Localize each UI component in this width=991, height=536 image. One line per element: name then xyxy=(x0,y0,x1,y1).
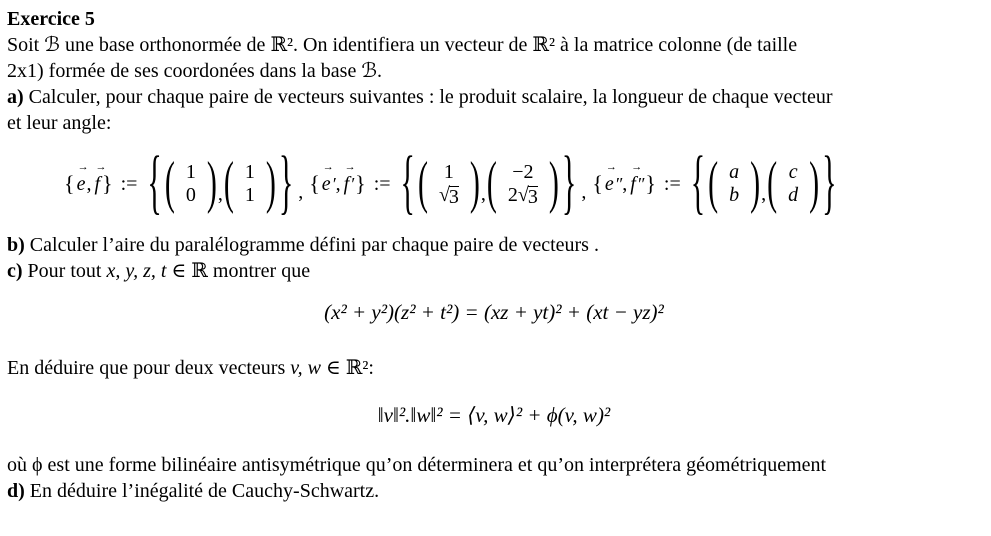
comma: , xyxy=(335,172,341,195)
right-paren: ) xyxy=(206,150,217,216)
vector-entry: 1 xyxy=(185,161,196,183)
part-b-label: b) xyxy=(7,234,25,256)
comma: , xyxy=(622,172,628,195)
part-c-membership: ∈ ℝ xyxy=(171,260,208,282)
left-paren: ( xyxy=(223,150,234,216)
sqrt-coefficient: 2 xyxy=(507,184,518,206)
norm-equation: ‖v‖².‖w‖² = ⟨v, w⟩² + ϕ(v, w)² xyxy=(377,403,611,427)
vector-entry: 1 xyxy=(244,184,255,206)
vector-entry: 1 xyxy=(244,161,255,183)
comma: , xyxy=(761,182,767,205)
left-brace: { xyxy=(64,171,75,196)
vector-prime: ′ xyxy=(331,173,336,194)
vector-pair-2 xyxy=(308,143,579,223)
comma: , xyxy=(581,180,587,203)
part-c-variables: x, y, z, t xyxy=(106,260,167,282)
vector-prime: ′ xyxy=(350,173,355,194)
vector-entry: 1 xyxy=(443,161,454,183)
part-c-line xyxy=(7,258,981,284)
vector-e-dblprime xyxy=(604,160,623,196)
left-paren: ( xyxy=(164,150,175,216)
left-set-brace: { xyxy=(400,143,415,223)
vector-name: e xyxy=(321,172,331,195)
vector-name: e xyxy=(604,172,614,195)
comma: , xyxy=(217,182,223,205)
vector-pairs-display xyxy=(63,142,981,226)
vector-f xyxy=(93,160,106,196)
part-c-label: c) xyxy=(7,260,23,282)
sqrt-icon: √ xyxy=(438,184,450,206)
vector-entry: 0 xyxy=(185,184,196,206)
column-vector xyxy=(486,150,559,216)
left-paren: ( xyxy=(417,150,428,216)
deduce-variables: v, w xyxy=(290,357,321,379)
part-d-text: En déduire l’inégalité de Cauchy-Schwartz. xyxy=(29,480,380,502)
exercise-title: Exercice 5 xyxy=(7,8,95,30)
vector-entry-sqrt xyxy=(439,184,459,207)
left-paren: ( xyxy=(486,150,497,216)
vector-f-prime xyxy=(343,160,355,196)
right-paren: ) xyxy=(750,150,761,216)
left-set-brace: { xyxy=(147,143,162,223)
comma: , xyxy=(86,172,92,195)
part-d-line xyxy=(7,478,981,504)
right-paren: ) xyxy=(265,150,276,216)
vector-arrow: → xyxy=(322,160,333,173)
deduce-line xyxy=(7,355,981,381)
intro-line-1: Soit ℬ une base orthonormée de ℝ². On identifiera un vecteur de ℝ² à la matrice colonne (de taille xyxy=(7,34,798,56)
vector-pair-3 xyxy=(591,143,839,223)
vector-arrow: → xyxy=(344,160,355,173)
deduce-text: En déduire que pour deux vecteurs xyxy=(7,357,286,379)
vector-arrow: → xyxy=(605,160,616,173)
sqrt-icon: √ xyxy=(517,184,529,206)
deduce-colon: : xyxy=(368,357,374,379)
vector-entry: −2 xyxy=(512,161,534,183)
vector-entry: a xyxy=(729,161,740,183)
right-paren: ) xyxy=(809,150,820,216)
assign-symbol: := xyxy=(663,172,681,195)
vector-entry-sqrt xyxy=(508,184,538,207)
vector-f-dblprime xyxy=(629,160,645,196)
vector-entry: d xyxy=(788,184,799,206)
identity-equation: (x² + y²)(z² + t²) = (xz + yt)² + (xt − yz)² xyxy=(324,300,664,324)
intro-line-2: 2x1) formée de ses coordonées dans la base ℬ. xyxy=(7,60,383,82)
assign-symbol: := xyxy=(373,172,391,195)
vector-prime: ″ xyxy=(614,173,623,194)
part-c-text-1: Pour tout xyxy=(27,260,102,282)
vector-entry: b xyxy=(729,184,740,206)
part-d-label: d) xyxy=(7,480,25,502)
column-vector xyxy=(708,150,761,216)
right-brace: } xyxy=(355,171,366,196)
left-set-brace: { xyxy=(690,143,706,223)
vector-pair-1 xyxy=(63,143,296,223)
assign-symbol: := xyxy=(120,172,138,195)
vector-entry: c xyxy=(788,161,798,183)
left-paren: ( xyxy=(708,150,719,216)
left-paren: ( xyxy=(767,150,778,216)
vector-name: e xyxy=(76,172,86,195)
part-a-label: a) xyxy=(7,86,24,108)
vector-arrow: → xyxy=(631,160,642,173)
right-set-brace: } xyxy=(278,143,294,223)
deduce-membership: ∈ ℝ² xyxy=(325,357,369,379)
part-a-line-1 xyxy=(7,84,981,110)
part-b-text: Calculer l’aire du paralélogramme défini par chaque paire de vecteurs . xyxy=(29,234,599,256)
right-paren: ) xyxy=(548,150,559,216)
right-set-brace: } xyxy=(822,143,837,223)
part-c-text-2: montrer que xyxy=(212,260,311,282)
vector-e-prime xyxy=(321,160,336,196)
right-brace: } xyxy=(645,171,656,196)
vector-name: f xyxy=(94,172,101,195)
comma: , xyxy=(480,182,486,205)
left-brace: { xyxy=(592,171,603,196)
column-vector xyxy=(164,150,217,216)
column-vector xyxy=(223,150,276,216)
right-brace: } xyxy=(102,171,113,196)
vector-e xyxy=(76,160,88,196)
left-brace: { xyxy=(309,171,320,196)
vector-prime: ″ xyxy=(636,173,645,194)
part-b-line xyxy=(7,232,981,258)
phi-line: où ϕ est une forme bilinéaire antisymétrique qu’on déterminera et qu’on interprétera géométriquement xyxy=(7,454,827,476)
right-paren: ) xyxy=(469,150,480,216)
vector-name: f xyxy=(630,172,636,195)
vector-name: f xyxy=(343,172,350,195)
part-a-line-2: et leur angle: xyxy=(7,112,112,134)
right-set-brace: } xyxy=(561,143,577,223)
sqrt-radicand: 3 xyxy=(527,186,538,208)
vector-arrow: → xyxy=(77,160,88,173)
column-vector xyxy=(417,150,480,216)
vector-arrow: → xyxy=(95,160,106,173)
sqrt-radicand: 3 xyxy=(448,186,459,208)
part-a-text: Calculer, pour chaque paire de vecteurs suivantes : le produit scalaire, la longueur de chaque vecteur xyxy=(28,86,833,108)
column-vector xyxy=(767,150,820,216)
comma: , xyxy=(298,180,304,203)
